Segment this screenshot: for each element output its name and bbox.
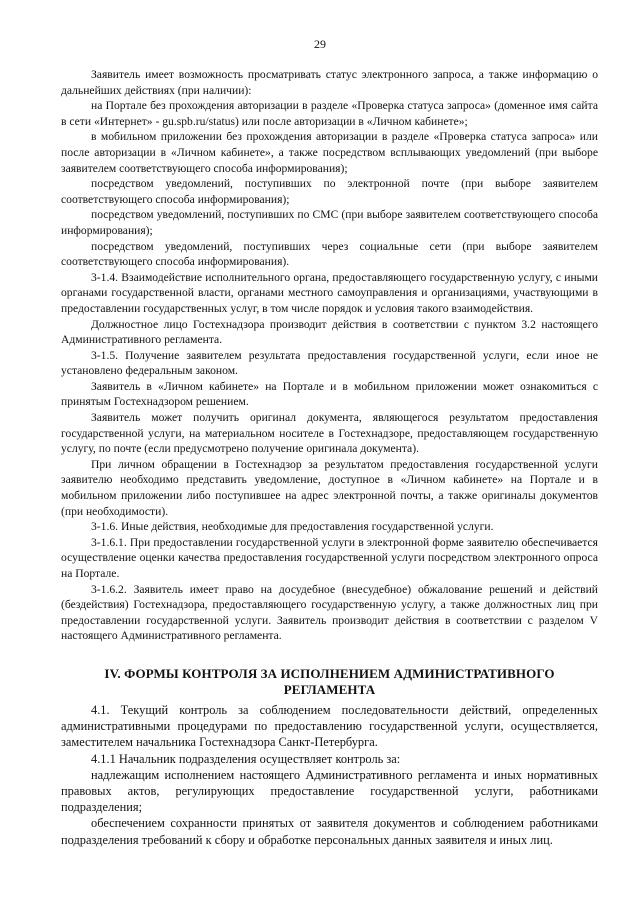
paragraph: на Портале без прохождения авторизации в разделе «Проверка статуса запроса» (доменное имя сайта в сети «Интернет» - gu.spb.ru/status) или после авторизации в «Личном кабинете»; bbox=[61, 99, 598, 128]
paragraph: посредством уведомлений, поступивших по СМС (при выборе заявителем соответствующего способа информирования); bbox=[61, 208, 598, 237]
page-number: 29 bbox=[314, 37, 326, 51]
paragraph: Заявитель может получить оригинал документа, являющегося результатом предоставления государственной услуги, на материальном носителе в Гостехнадзоре, предоставляющем государственную услугу, по почте (если предусмотрено получение оригинала документа). bbox=[61, 411, 598, 456]
paragraph: 4.1.1 Начальник подразделения осуществляет контроль за: bbox=[91, 751, 401, 766]
section-body bbox=[61, 702, 598, 848]
paragraph: Заявитель в «Личном кабинете» на Портале и в мобильном приложении может ознакомиться с принятым Гостехнадзором решением. bbox=[61, 379, 598, 409]
paragraph: Заявитель имеет возможность просматривать статус электронного запроса, а также информацию о дальнейших действиях (при наличии): bbox=[61, 68, 598, 97]
paragraph: 3-1.6.1. При предоставлении государственной услуги в электронной форме заявителю обеспечивается осуществление оценки качества предоставления государственной услуги посредством электронного опроса на Портале. bbox=[61, 535, 598, 580]
paragraph: обеспечением сохранности принятых от заявителя документов и соблюдением работниками подразделения требований к сбору и обработке персональных данных заявителя и иных лиц. bbox=[61, 816, 598, 847]
section-heading-line: РЕГЛАМЕНТА bbox=[283, 681, 376, 697]
section-heading-line: IV. ФОРМЫ КОНТРОЛЯ ЗА ИСПОЛНЕНИЕМ АДМИНИСТРАТИВНОГО bbox=[104, 665, 555, 681]
paragraph: 3-1.4. Взаимодействие исполнительного органа, предоставляющего государственную услугу, с иными органами государственной власти, органами местного самоуправления и организациями, участвующими в предоставлении государственных услуг, в том числе порядок и условия такого взаимодействия. bbox=[61, 270, 598, 315]
paragraph: 3-1.6. Иные действия, необходимые для предоставления государственной услуги. bbox=[91, 520, 494, 534]
section-heading bbox=[61, 666, 598, 698]
paragraph: в мобильном приложении без прохождения авторизации в разделе «Проверка статуса запроса» или после авторизации в «Личном кабинете», а также посредством всплывающих уведомлений (при выборе заявителем соответствующего способа информирования); bbox=[61, 130, 598, 175]
paragraph: посредством уведомлений, поступивших по электронной почте (при выборе заявителем соответствующего способа информирования); bbox=[61, 177, 598, 206]
paragraph: Должностное лицо Гостехнадзора производит действия в соответствии с пунктом 3.2 настоящего Административного регламента. bbox=[61, 317, 598, 347]
paragraph: 4.1. Текущий контроль за соблюдением последовательности действий, определенных административными процедурами по предоставлению государственной услуги, осуществляется, заместителем начальника Гостехнадзора Санкт-Петербурга. bbox=[61, 702, 598, 750]
paragraph: 3-1.5. Получение заявителем результата предоставления государственной услуги, если иное не установлено федеральным законом. bbox=[61, 348, 598, 378]
paragraph: При личном обращении в Гостехнадзор за результатом предоставления государственной услуги заявителю необходимо представить уведомление, доступное в «Личном кабинете» на Портале и в мобильном приложении либо поступившее на адрес электронной почты, а также оригиналы документов (при необходимости). bbox=[61, 457, 598, 518]
paragraph: надлежащим исполнением настоящего Административного регламента и иных нормативных правовых актов, регулирующих предоставление государственной услуги, работниками подразделения; bbox=[61, 767, 598, 815]
document-body bbox=[61, 67, 598, 848]
paragraph: посредством уведомлений, поступивших через социальные сети (при выборе заявителем соответствующего способа информирования). bbox=[61, 239, 598, 269]
paragraph: 3-1.6.2. Заявитель имеет право на досудебное (внесудебное) обжалование решений и действий (бездействия) Гостехнадзора, предоставляющего государственную услугу, а также должностных лиц при предоставлении государственной услуги. Заявитель производит действия в соответствии с разделом V настоящего Административного регламента. bbox=[61, 582, 598, 643]
